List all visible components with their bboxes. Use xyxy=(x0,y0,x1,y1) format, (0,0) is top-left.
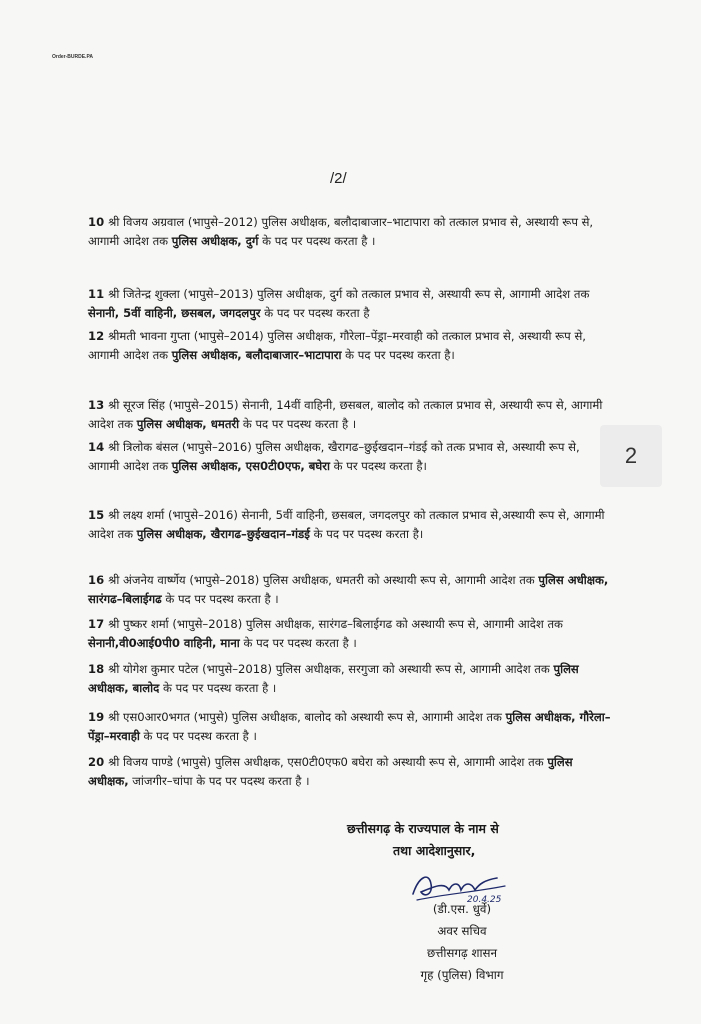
entry-tail: जांजगीर–चांपा के पद पर पदस्थ करता है । xyxy=(128,774,310,788)
page-number-badge: 2 xyxy=(600,425,662,487)
entry-tail: के पद पर पदस्थ करता है । xyxy=(258,234,376,248)
entry-tail: के पर पदस्थ करता है। xyxy=(330,459,427,473)
entry-text: श्री विजय अग्रवाल (भापुसे–2012) पुलिस अधीक्षक, बलौदाबाजार–भाटापारा को तत्काल प्रभाव से, अस्थायी रूप से, आगामी आदेश तक xyxy=(88,215,594,248)
entry-posting: पुलिस अधीक्षक, खैरागढ–छुईखदान–गंडई xyxy=(136,527,310,541)
entry-posting: सेनानी, 5वीं वाहिनी, छसबल, जगदलपुर xyxy=(88,306,261,320)
entry-text: श्रीमती भावना गुप्ता (भापुसे–2014) पुलिस अधीक्षक, गौरेला–पेंड्रा–मरवाही को तत्काल प्रभाव से, अस्थायी रूप से, आगामी आदेश तक xyxy=(88,329,586,362)
closing-statement xyxy=(347,818,607,862)
entry-text: श्री अंजनेय वार्ष्णेय (भापुसे–2018) पुलिस अधीक्षक, धमतरी को अस्थायी रूप से, आगामी आदेश तक xyxy=(108,573,539,587)
order-entry-14 xyxy=(88,438,613,476)
order-entry-13 xyxy=(88,396,613,434)
entry-posting: पुलिस अधीक्षक, एस0टी0एफ, बघेरा xyxy=(171,459,330,473)
signatory-department: गृह (पुलिस) विभाग xyxy=(420,968,504,982)
order-entry-12 xyxy=(88,327,613,365)
order-entry-18 xyxy=(88,660,613,698)
entry-text: श्री त्रिलोक बंसल (भापुसे–2016) पुलिस अधीक्षक, खैरागढ–छुईखदान–गंडई को तत्क प्रभाव से, अस्थायी रूप से, आगामी आदेश तक xyxy=(88,440,580,473)
order-entry-19 xyxy=(88,708,613,746)
order-entry-16 xyxy=(88,571,613,609)
entry-posting: पुलिस अधीक्षक, गौरेला–पेंड्रा–मरवाही xyxy=(88,710,611,743)
signatory-block xyxy=(372,898,552,986)
entry-number: 10 xyxy=(88,215,105,229)
entry-number: 11 xyxy=(88,287,105,301)
entry-text: श्री जितेन्द्र शुक्ला (भापुसे–2013) पुलिस अधीक्षक, दुर्ग को तत्काल प्रभाव से, अस्थायी रूप से, आगामी आदेश तक xyxy=(108,287,590,301)
signatory-name: (डी.एस. धुर्वे) xyxy=(432,902,492,916)
signature-date: 20.4.25 xyxy=(467,895,502,905)
entry-number: 20 xyxy=(88,755,105,769)
order-code: Order-BURDE.PA xyxy=(52,54,94,60)
entry-posting: पुलिस अधीक्षक, दुर्ग xyxy=(171,234,259,248)
entry-tail: के पद पर पदस्थ करता है। xyxy=(309,527,424,541)
entry-tail: के पद पर पदस्थ करता है । xyxy=(139,729,257,743)
entry-number: 16 xyxy=(88,573,105,587)
order-entry-10 xyxy=(88,213,613,251)
entry-posting: पुलिस अधीक्षक, बलौदाबाजार–भाटापारा xyxy=(171,348,342,362)
entry-tail: के पद पर पदस्थ करता है । xyxy=(239,636,357,650)
closing-line-1: छत्तीसगढ़ के राज्यपाल के नाम से xyxy=(347,821,499,836)
entry-text: श्री सूरज सिंह (भापुसे–2015) सेनानी, 14वीं वाहिनी, छसबल, बालोद को तत्काल प्रभाव से, अस्थायी रूप से, आगामी आदेश तक xyxy=(88,398,603,431)
page-marker: /2/ xyxy=(330,170,347,187)
order-entry-11 xyxy=(88,285,613,323)
signatory-designation: अवर सचिव xyxy=(437,924,487,938)
order-entry-17 xyxy=(88,615,613,653)
entry-tail: के पद पर पदस्थ करता है । xyxy=(159,681,277,695)
order-entry-15 xyxy=(88,506,613,544)
entry-text: श्री लक्ष्य शर्मा (भापुसे–2016) सेनानी, 5वीं वाहिनी, छसबल, जगदलपुर को तत्काल प्रभाव से,अस्थायी रूप से, आगामी आदेश तक xyxy=(88,508,605,541)
entry-text: श्री योगेश कुमार पटेल (भापुसे–2018) पुलिस अधीक्षक, सरगुजा को अस्थायी रूप से, आगामी आदेश तक xyxy=(108,662,554,676)
entry-posting: सेनानी,वी0आई0पी0 वाहिनी, माना xyxy=(88,636,240,650)
entry-number: 19 xyxy=(88,710,105,724)
entry-number: 13 xyxy=(88,398,105,412)
entry-posting: पुलिस अधीक्षक, सारंगढ–बिलाईगढ xyxy=(88,573,609,606)
entry-tail: के पद पर पदस्थ करता है xyxy=(260,306,370,320)
entry-tail: के पद पर पदस्थ करता है । xyxy=(239,417,357,431)
closing-line-2: तथा आदेशानुसार, xyxy=(393,843,476,858)
entry-tail: के पद पर पदस्थ करता है । xyxy=(161,592,279,606)
entry-number: 14 xyxy=(88,440,105,454)
entry-number: 18 xyxy=(88,662,105,676)
entry-number: 12 xyxy=(88,329,105,343)
entry-number: 17 xyxy=(88,617,105,631)
signatory-government: छत्तीसगढ़ शासन xyxy=(426,946,498,960)
entry-tail: के पद पर पदस्थ करता है। xyxy=(341,348,455,362)
entry-text: श्री एस0आर0भगत (भापुसे) पुलिस अधीक्षक, बालोद को अस्थायी रूप से, आगामी आदेश तक xyxy=(108,710,506,724)
entry-text: श्री पुष्कर शर्मा (भापुसे–2018) पुलिस अधीक्षक, सारंगढ–बिलाईगढ को अस्थायी रूप से, आगामी आदेश तक xyxy=(108,617,563,631)
entry-posting: पुलिस अधीक्षक, बालोद xyxy=(88,662,579,695)
entry-posting: पुलिस अधीक्षक, xyxy=(88,755,573,788)
entry-text: श्री विजय पाण्डे (भापुसे) पुलिस अधीक्षक, एस0टी0एफ0 बघेरा को अस्थायी रूप से, आगामी आदेश तक xyxy=(108,755,548,769)
entry-posting: पुलिस अधीक्षक, धमतरी xyxy=(136,417,240,431)
entry-number: 15 xyxy=(88,508,105,522)
order-entry-20 xyxy=(88,753,613,791)
